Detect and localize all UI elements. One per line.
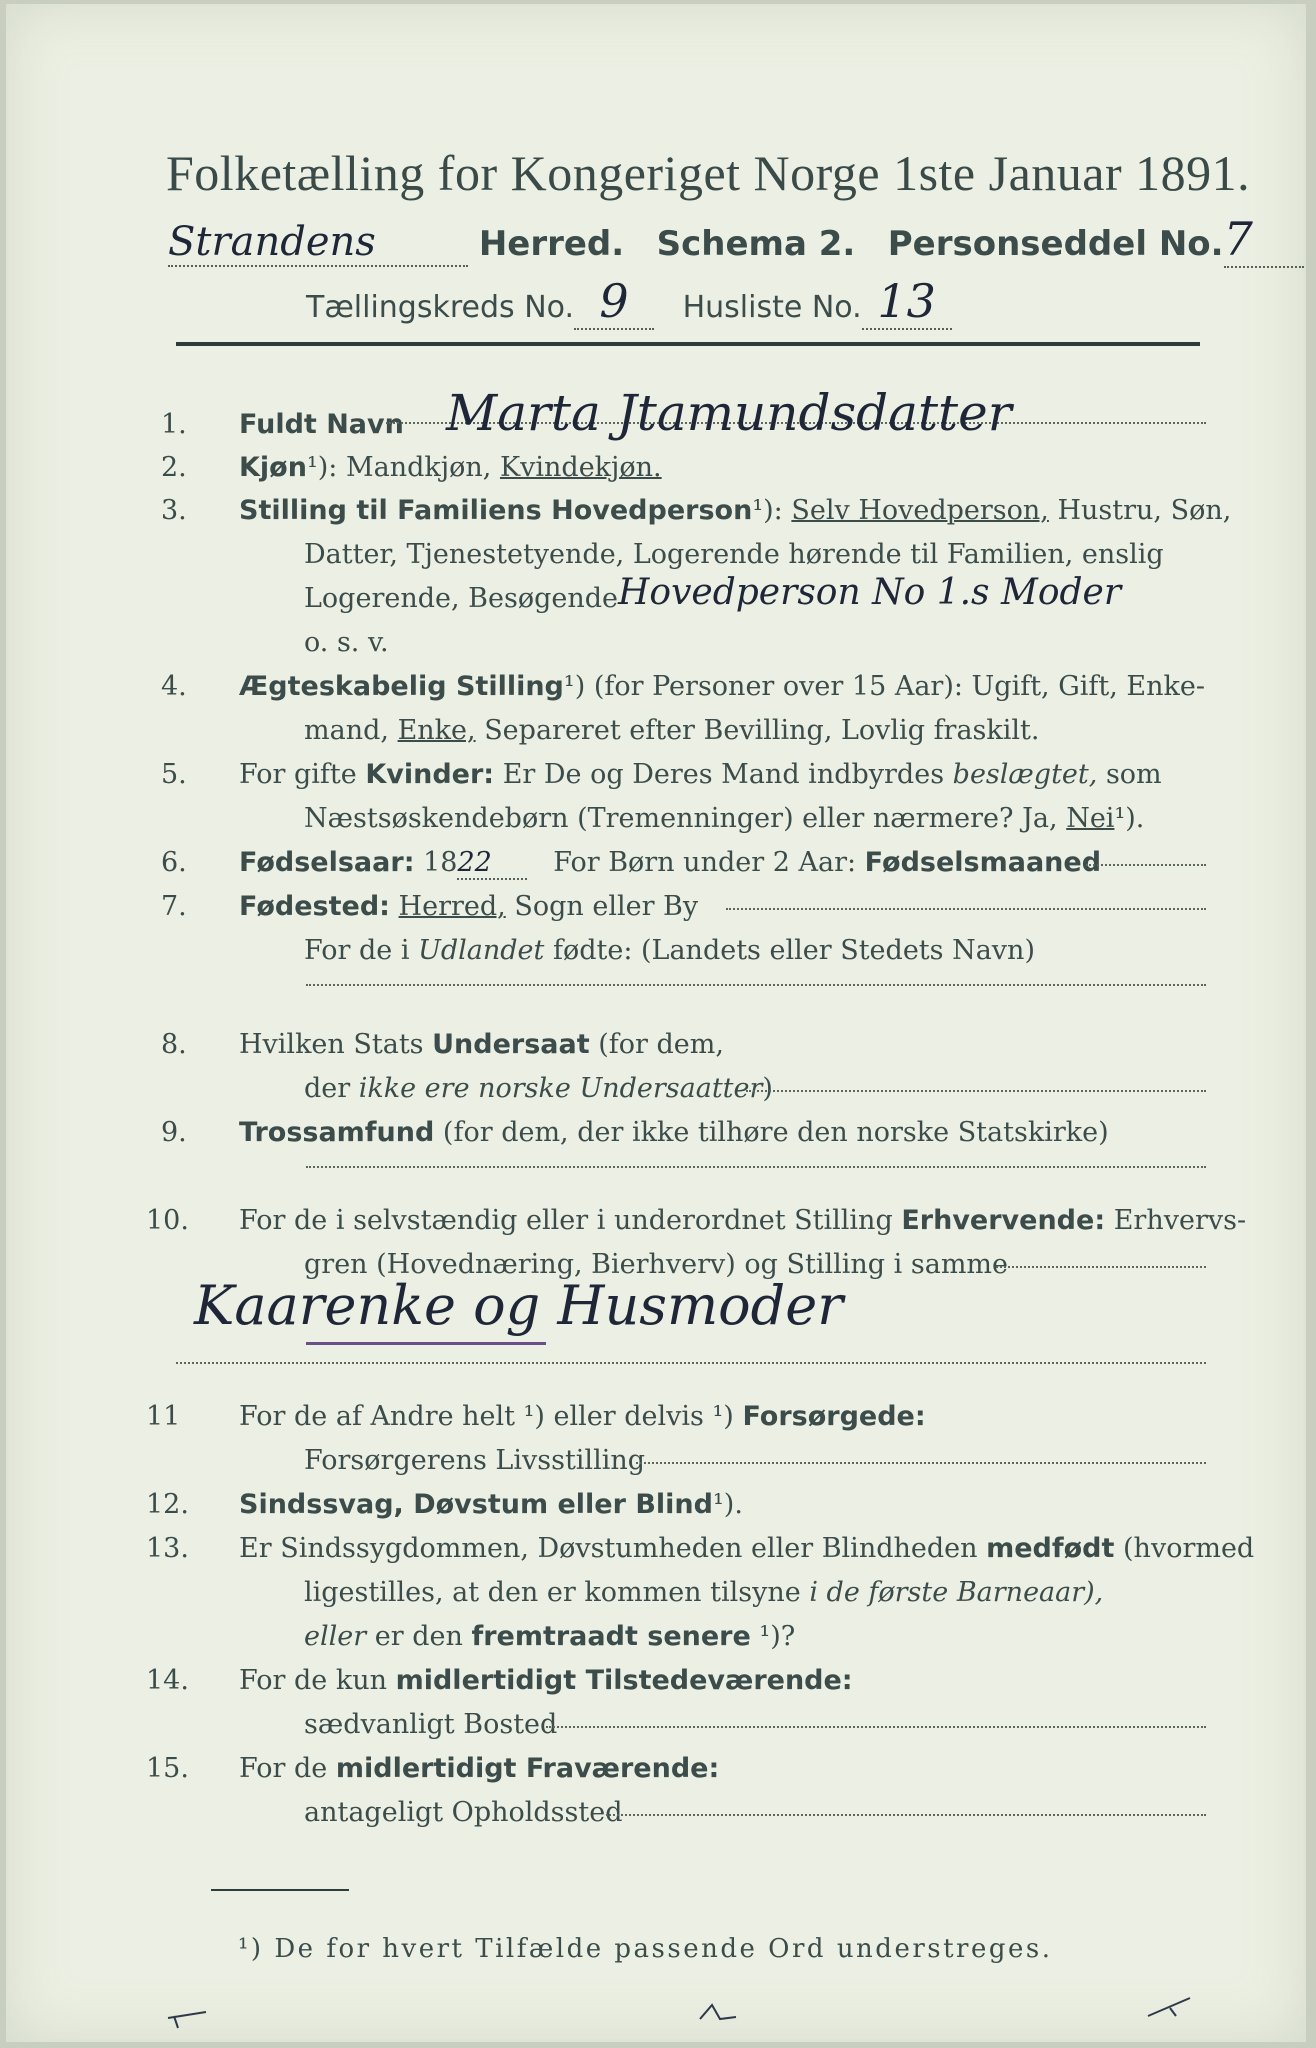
q12-end: ¹). <box>712 1489 743 1520</box>
q3-line1 <box>239 495 1231 526</box>
herred-value: Strandens <box>168 219 468 267</box>
personseddel-value: 7 <box>1224 212 1304 268</box>
census-form <box>6 4 1306 2042</box>
q14-line1 <box>239 1665 853 1696</box>
q3-label: Stilling til Familiens Hovedperson <box>239 495 753 526</box>
q7-line2 <box>304 935 1035 966</box>
q12-label: Sindssvag, Døvstum eller Blind <box>239 1489 713 1520</box>
q8-line1 <box>239 1029 724 1060</box>
pen-mark-icon-3 <box>1146 1994 1196 2024</box>
q7-option: Herred, <box>398 891 506 922</box>
q5-italic: beslægtet, <box>952 759 1098 790</box>
q13-line3-a: er den <box>374 1621 463 1652</box>
kreds-label: Tællingskreds No. <box>306 290 574 325</box>
q6-prefix: 18 <box>423 847 458 878</box>
q6-dots <box>1086 864 1206 866</box>
q5-line2 <box>304 803 1144 834</box>
q14-dots <box>546 1726 1206 1728</box>
q11-number: 11 <box>146 1401 181 1432</box>
q11-line2: Forsørgerens Livsstilling <box>304 1445 646 1476</box>
q3-value: Hovedperson No 1.s Moder <box>618 572 1122 613</box>
q14-line2: sædvanligt Bosted <box>304 1709 558 1740</box>
q8-dots <box>746 1090 1206 1092</box>
q14-number: 14. <box>146 1665 189 1696</box>
q3-selv: Selv Hovedperson, <box>791 495 1049 526</box>
q10-text-b: Erhvervs- <box>1113 1205 1247 1236</box>
q8-text-b: (for dem, <box>598 1029 724 1060</box>
q15-dots <box>606 1814 1206 1816</box>
q9-label: Trossamfund <box>239 1117 435 1148</box>
q13-label: medfødt <box>986 1533 1115 1564</box>
q3-line2: Datter, Tjenestetyende, Logerende hørende til Familien, enslig <box>304 539 1164 570</box>
q6-text: For Børn under 2 Aar: <box>553 847 857 878</box>
form-title: Folketælling for Kongeriget Norge 1ste Januar 1891. <box>166 145 1251 201</box>
q6-label: Fødselsaar: <box>239 847 415 878</box>
q13-text-b: (hvormed <box>1123 1533 1255 1564</box>
q13-text-a: Er Sindssygdommen, Døvstumheden eller Blindheden <box>239 1533 978 1564</box>
q4-line2 <box>304 715 1039 746</box>
q2-number: 2. <box>161 452 187 483</box>
kreds-line <box>306 274 952 330</box>
pen-mark-icon <box>166 2004 216 2034</box>
q8-text-a: Hvilken Stats <box>239 1029 424 1060</box>
q4-line1 <box>239 671 1205 702</box>
q13-line3 <box>304 1621 795 1652</box>
q10-line1 <box>239 1205 1246 1236</box>
q6-label2: Fødselsmaaned <box>864 847 1102 878</box>
q12-number: 12. <box>146 1489 189 1520</box>
q3-line4: o. s. v. <box>304 627 389 658</box>
q5-label: Kvinder: <box>365 759 495 790</box>
q5-text-c: som <box>1105 759 1162 790</box>
q7-label: Fødested: <box>239 891 390 922</box>
q5-number: 5. <box>161 759 187 790</box>
q15-line1 <box>239 1753 719 1784</box>
q13-line3-italic: eller <box>304 1621 367 1652</box>
q6-number: 6. <box>161 847 187 878</box>
q15-text: For de <box>239 1753 328 1784</box>
q13-line2 <box>304 1577 1103 1608</box>
footnote-rule <box>211 1889 349 1891</box>
q5-line1 <box>239 759 1162 790</box>
q5-text-a: For gifte <box>239 759 357 790</box>
q9-line <box>239 1117 1109 1148</box>
q6-value: 22 <box>457 847 527 880</box>
q10-line2: gren (Hovednæring, Bierhverv) og Stilling i samme <box>304 1249 1009 1280</box>
q10-underline-mark <box>306 1342 546 1345</box>
q13-number: 13. <box>146 1533 189 1564</box>
q1-label: Fuldt Navn <box>239 409 404 440</box>
personseddel-label: Personseddel No. <box>887 224 1224 264</box>
q4-text: ¹) (for Personer over 15 Aar): Ugift, Gift, Enke- <box>563 671 1205 702</box>
q5-line2-text: Næstsøskendebørn (Tremenninger) eller nærmere? Ja, <box>304 803 1058 834</box>
q3-text-b: Hustru, Søn, <box>1057 495 1232 526</box>
q5-option: Nei <box>1066 803 1115 834</box>
q7-line2-a: For de i <box>304 935 410 966</box>
q3-line3: Logerende, Besøgende <box>304 583 618 614</box>
q15-number: 15. <box>146 1753 189 1784</box>
q12-line <box>239 1489 743 1520</box>
q10-value: Kaarenke og Husmoder <box>194 1274 844 1337</box>
herred-label: Herred. <box>478 224 625 264</box>
footnote: ¹) De for hvert Tilfælde passende Ord understreges. <box>238 1934 1053 1964</box>
husliste-value: 13 <box>862 274 952 330</box>
q4-line2-b: Separeret efter Bevilling, Lovlig fraskilt. <box>484 715 1040 746</box>
q7-italic: Udlandet <box>418 935 545 966</box>
q11-line1 <box>239 1401 926 1432</box>
q8-italic: ikke ere norske Undersaatter <box>358 1073 763 1104</box>
q5-text-b: Er De og Deres Mand indbyrdes <box>502 759 945 790</box>
q5-end: ¹). <box>1114 803 1145 834</box>
q7-text: Sogn eller By <box>514 891 699 922</box>
q7-dots-2 <box>306 984 1206 986</box>
pen-mark-icon-2 <box>696 1999 746 2029</box>
q13-end: ¹)? <box>759 1621 796 1652</box>
q11-dots <box>636 1462 1206 1464</box>
q1-number: 1. <box>161 409 187 440</box>
q7-dots <box>726 908 1206 910</box>
q8-number: 8. <box>161 1029 187 1060</box>
q13-label2: fremtraadt senere <box>471 1621 751 1652</box>
q4-number: 4. <box>161 671 187 702</box>
q10-text-a: For de i selvstændig eller i underordnet Stilling <box>239 1205 893 1236</box>
schema-label: Schema 2. <box>656 224 856 264</box>
q15-label: midlertidigt Fraværende: <box>335 1753 720 1784</box>
q7-number: 7. <box>161 891 187 922</box>
q7-line2-b: fødte: (Landets eller Stedets Navn) <box>552 935 1035 966</box>
q9-number: 9. <box>161 1117 187 1148</box>
q14-text: For de kun <box>239 1665 387 1696</box>
q1-value: Marta Jtamundsdatter <box>446 384 1012 442</box>
q8-label: Undersaat <box>432 1029 590 1060</box>
q8-line2-a: der <box>304 1073 351 1104</box>
q9-dots <box>306 1166 1206 1168</box>
q11-label: Forsørgede: <box>742 1401 926 1432</box>
q13-line2-a: ligestilles, at den er kommen tilsyne <box>304 1577 801 1608</box>
q2-line <box>239 452 662 483</box>
q15-line2: antageligt Opholdssted <box>304 1797 623 1828</box>
q2-label: Kjøn <box>239 452 307 483</box>
q3-number: 3. <box>161 495 187 526</box>
q4-label: Ægteskabelig Stilling <box>239 671 564 702</box>
q10-label: Erhvervende: <box>901 1205 1106 1236</box>
q14-label: midlertidigt Tilstedeværende: <box>395 1665 853 1696</box>
q11-text: For de af Andre helt ¹) eller delvis ¹) <box>239 1401 734 1432</box>
q2-option: Kvindekjøn. <box>499 452 662 483</box>
q10-dots <box>996 1266 1206 1268</box>
q6-line <box>239 847 1101 880</box>
q7-line1 <box>239 891 698 922</box>
q13-line1 <box>239 1533 1254 1564</box>
q4-option: Enke, <box>397 715 476 746</box>
husliste-label: Husliste No. <box>682 290 862 325</box>
q4-line2-a: mand, <box>304 715 389 746</box>
q8-line2: der ikke ere norske Undersaatter) <box>304 1073 773 1104</box>
q10-number: 10. <box>146 1205 189 1236</box>
q3-text-a: ¹): <box>752 495 783 526</box>
herred-line <box>168 212 1304 268</box>
kreds-value: 9 <box>574 274 654 330</box>
q2-text: ¹): Mandkjøn, <box>306 452 492 483</box>
q9-text: (for dem, der ikke tilhøre den norske Statskirke) <box>442 1117 1109 1148</box>
q10-dots-2 <box>176 1362 1206 1364</box>
q1-line <box>239 409 404 440</box>
q13-italic: i de første Barneaar), <box>809 1577 1104 1608</box>
header-rule <box>176 342 1200 346</box>
